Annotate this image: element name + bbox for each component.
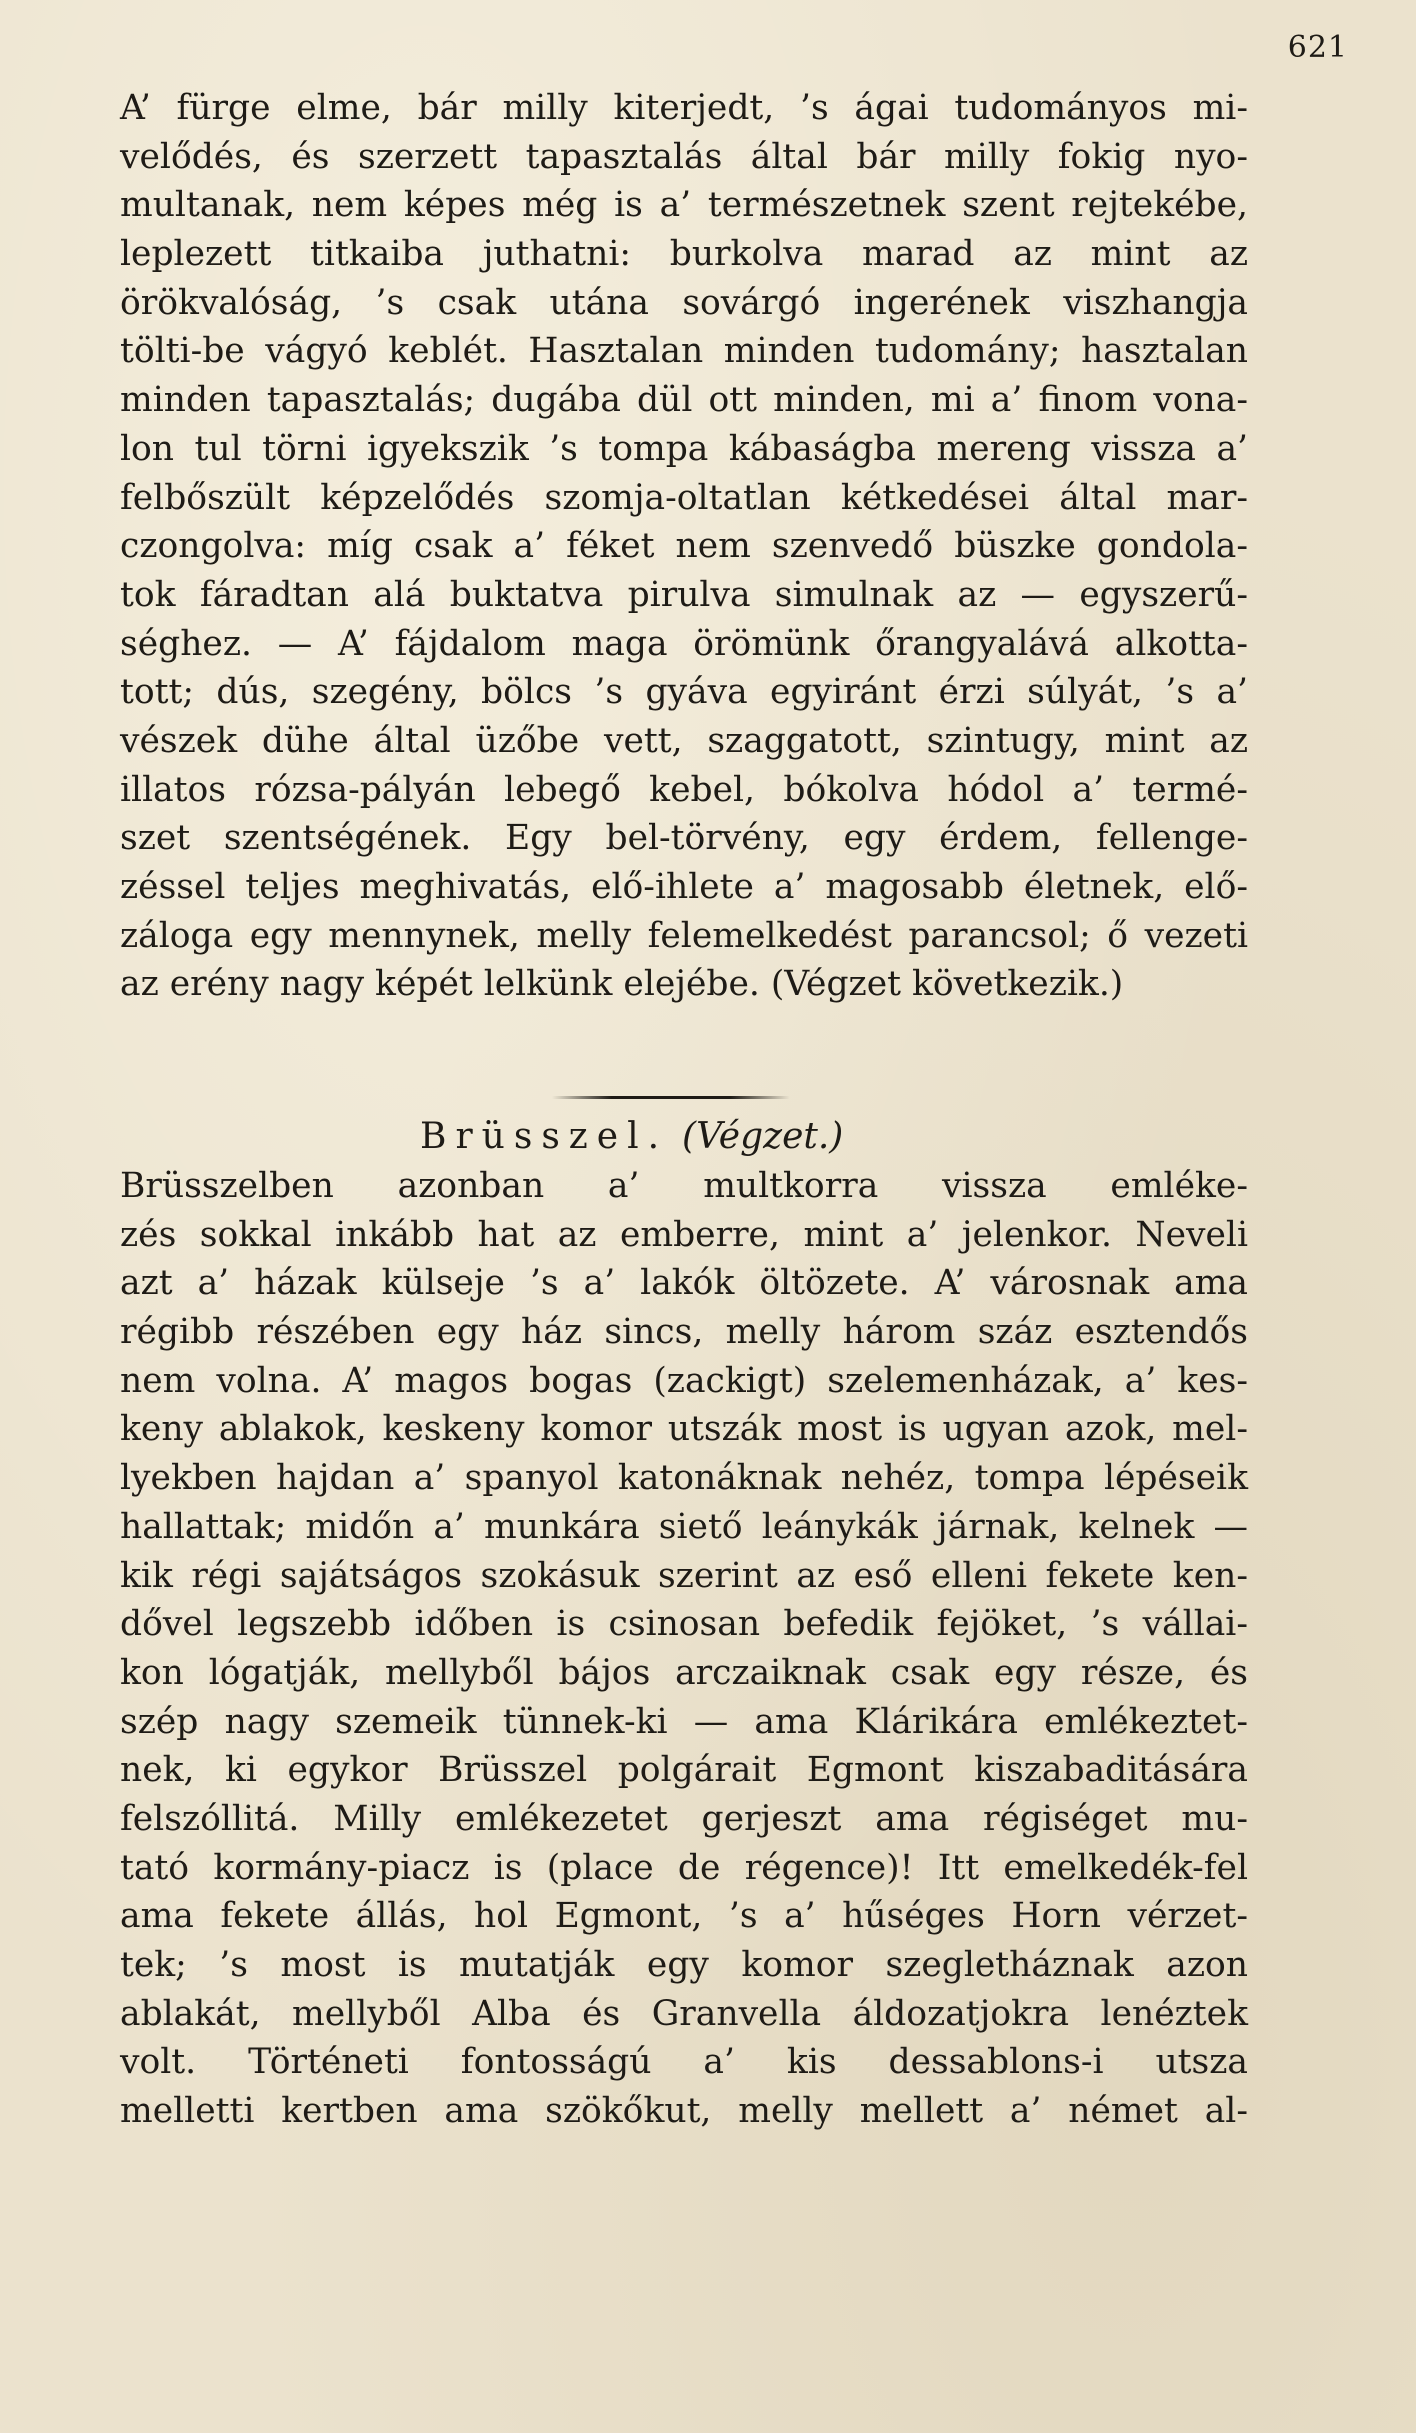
text-line: kik régi sajátságos szokásuk szerint az eső elleni fekete ken- [120, 1555, 1248, 1596]
text-line: lyekben hajdan a’ spanyol katonáknak nehéz, tompa lépéseik [120, 1458, 1248, 1499]
section-subtitle: (Végzet.) [682, 1116, 844, 1157]
text-line: keny ablakok, keskeny komor utszák most is ugyan azok, mel- [120, 1409, 1248, 1450]
text-line: A’ fürge elme, bár milly kiterjedt, ’s ágai tudományos mi- [120, 88, 1248, 128]
text-line: séghez. — A’ fájdalom maga örömünk őrangyalává alkotta- [120, 623, 1248, 664]
text-line: felbőszült képzelődés szomja-oltatlan kétkedései által mar- [120, 477, 1248, 518]
text-line: szép nagy szemeik tünnek-ki — ama Klárikára emlékeztet- [120, 1701, 1248, 1742]
text-line: zés sokkal inkább hat az emberre, mint a’ jelenkor. Neveli [120, 1214, 1248, 1255]
text-line: multanak, nem képes még is a’ természetnek szent rejtekébe, [120, 185, 1248, 226]
text-line: az erény nagy képét lelkünk elejébe. (Végzet következik.) [120, 964, 1124, 1005]
text-line: melletti kertben ama szökőkut, melly mellett a’ német al- [120, 2091, 1248, 2132]
text-line: tató kormány-piacz is (place de régence)! Itt emelkedék-fel [120, 1847, 1248, 1888]
page-number: 621 [1287, 30, 1348, 65]
text-line: szet szentségének. Egy bel-törvény, egy érdem, fellenge- [120, 818, 1248, 859]
text-line: kon lógatják, mellyből bájos arczaiknak csak egy része, és [120, 1652, 1248, 1693]
text-line: tek; ’s most is mutatják egy komor szegletháznak azon [120, 1945, 1248, 1985]
section-divider [552, 1096, 790, 1099]
text-line: tok fáradtan alá buktatva pirulva simulnak az — egyszerű- [120, 574, 1248, 615]
text-line: régibb részében egy ház sincs, melly három száz esztendős [120, 1312, 1248, 1353]
text-line: zálogа egy mennynek, melly felemelkedést parancsol; ő vezeti [120, 915, 1248, 956]
text-line: ablakát, mellyből Alba és Granvella áldozatjokra lenéztek [120, 1993, 1248, 2034]
text-line: velődés, és szerzett tapasztalás által bár milly fokig nyo- [120, 136, 1248, 177]
text-line: czongolva: míg csak a’ féket nem szenvedő büszke gondola- [120, 526, 1248, 567]
section-heading [420, 1113, 960, 1161]
text-line: örökvalóság, ’s csak utána sovárgó ingerének viszhangja [120, 282, 1248, 323]
text-line: felszóllitá. Milly emlékezetet gerjeszt ama régiséget mu- [120, 1798, 1248, 1839]
text-line: hallattak; midőn a’ munkára siető leánykák járnak, kelnek — [120, 1506, 1248, 1547]
text-line: tölti-be vágyó keblét. Hasztalan minden tudomány; hasztalan [120, 331, 1248, 372]
text-line: vészek dühe által üzőbe vett, szaggatott, szintugy, mint az [120, 720, 1248, 761]
text-line: lon tul törni igyekszik ’s tompa kábaságba mereng vissza a’ [120, 428, 1248, 469]
section-title: Brüsszel. [420, 1116, 669, 1157]
text-line: nek, ki egykor Brüsszel polgárait Egmont kiszabaditására [120, 1750, 1248, 1791]
text-line: ama fekete állás, hol Egmont, ’s a’ hűséges Horn vérzet- [120, 1896, 1248, 1937]
text-line: volt. Történeti fontosságú a’ kis dessablons-i utsza [120, 2042, 1248, 2083]
text-line: dővel legszebb időben is csinosan befedik fejöket, ’s vállai- [120, 1604, 1248, 1645]
text-line: minden tapasztalás; dugába dül ott minden, mi a’ finom vona- [120, 380, 1248, 421]
text-line: azt a’ házak külseje ’s a’ lakók öltözete. A’ városnak ama [120, 1263, 1248, 1304]
text-line: illatos rózsa-pályán lebegő kebel, bókolva hódol a’ termé- [120, 769, 1248, 810]
text-line: Brüsszelben azonban a’ multkorra vissza emléke- [120, 1166, 1248, 1206]
text-line: leplezett titkaiba juthatni: burkolva marad az mint az [120, 234, 1248, 275]
paragraph-2 [120, 1162, 1248, 2136]
text-line: tott; dús, szegény, bölcs ’s gyáva egyiránt érzi súlyát, ’s a’ [120, 672, 1248, 713]
text-line: nem volna. A’ magos bogas (zackigt) szelemenházak, a’ kes- [120, 1360, 1248, 1401]
text-line: zéssel teljes meghivatás, elő-ihlete a’ magosabb életnek, elő- [120, 867, 1248, 907]
paragraph-1 [120, 84, 1248, 1009]
